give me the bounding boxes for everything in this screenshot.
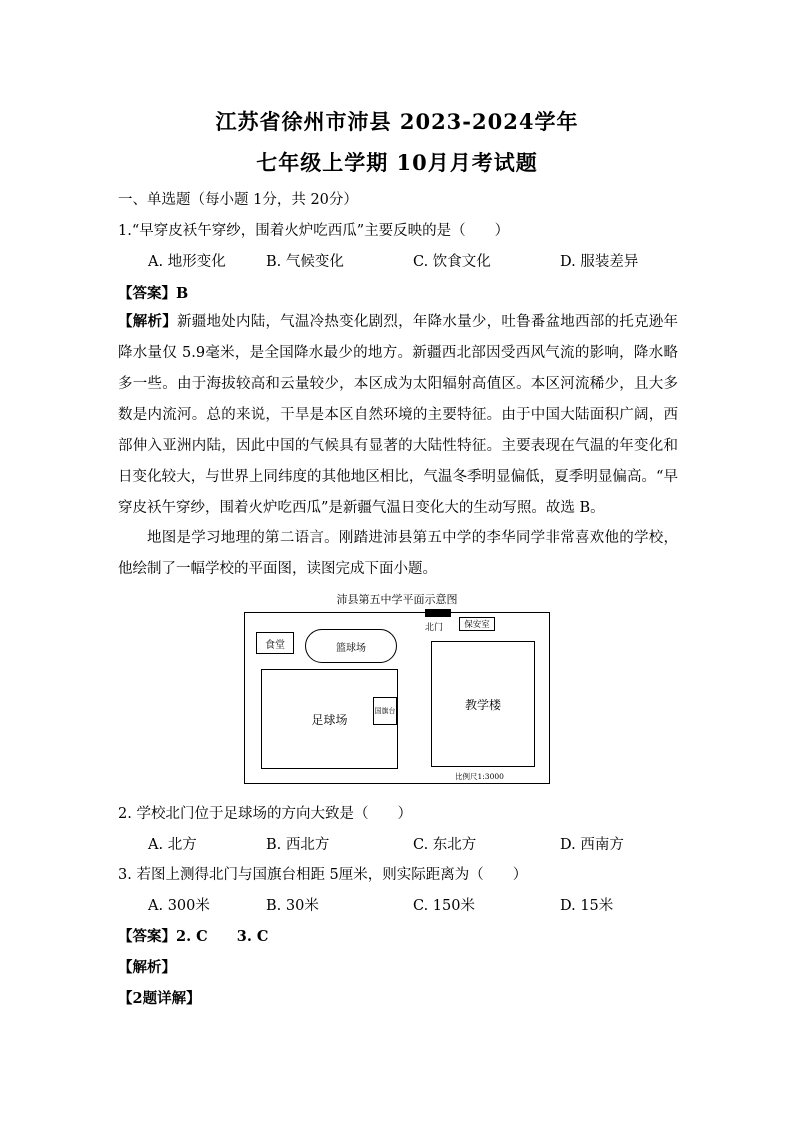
q1-option-b: B. 气候变化 (266, 254, 344, 270)
map-scale: 比例尺1:3000 (455, 772, 504, 781)
map-caption: 沛县第五中学平面示意图 (336, 593, 458, 606)
q2-detail-heading: 【2题详解】 (118, 990, 201, 1007)
canteen: 食堂 (256, 632, 294, 654)
football-field: 足球场 (261, 669, 398, 769)
analysis-label: 【解析】 (118, 313, 177, 330)
section-heading: 一、单选题（每小题 1分，共 20分） (118, 192, 358, 208)
analysis-heading: 【解析】 (118, 959, 176, 976)
north-gate-marker (425, 609, 451, 617)
answer-2-3: 【答案】2. C 3. C (118, 928, 269, 945)
school-map (244, 612, 550, 784)
q3-option-b: B. 30米 (266, 898, 319, 914)
q2-option-c: C. 东北方 (413, 837, 477, 853)
q2-option-b: B. 西北方 (266, 837, 330, 853)
title-line-1: 江苏省徐州市沛县 2023-2024学年 (215, 109, 579, 134)
title-line-2: 七年级上学期 10月月考试题 (256, 150, 538, 175)
question-2-stem: 2. 学校北门位于足球场的方向大致是（ ） (118, 806, 412, 822)
q3-option-a: A. 300米 (148, 898, 210, 914)
q1-option-d: D. 服装差异 (560, 254, 639, 270)
teaching-building: 教学楼 (431, 641, 535, 767)
question-3-stem: 3. 若图上测得北门与国旗台相距 5厘米，则实际距离为（ ） (118, 867, 528, 883)
basketball-court: 篮球场 (305, 629, 397, 663)
analysis-text: 新疆地处内陆，气温冷热变化剧烈，年降水量少，吐鲁番盆地西部的托克逊年降水量仅 5.9毫米，是全国降水最少的地方。新疆西北部因受西风气流的影响，降水略多一些。由于海拔较高和云量较少，本区成为太阳辐射高值区。本区河流稀少，且大多数是内流河。总的来说，干旱是本区自然环境的主要特征。由于中国大陆面积广阔，西部伸入亚洲内陆，因此中国的气候具有显著的大陆性特征。主要表现在气温的年变化和日变化较大，与世界上同纬度的其他地区相比，气温冬季明显偏低，夏季明显偏高。“早穿皮袄午穿纱，围着火炉吃西瓜”是新疆气温日变化大的生动写照。故选 B。 (118, 314, 679, 516)
q3-option-d: D. 15米 (560, 898, 614, 914)
q1-option-c: C. 饮食文化 (413, 254, 491, 270)
q1-analysis (118, 306, 678, 524)
q1-option-a: A. 地形变化 (148, 254, 226, 270)
q1-answer: 【答案】B (118, 285, 189, 302)
security-room: 保安室 (459, 617, 495, 631)
q2-option-a: A. 北方 (148, 837, 197, 853)
flag-platform: 国旗台 (373, 697, 397, 725)
intro-paragraph: 地图是学习地理的第二语言。刚踏进沛县第五中学的李华同学非常喜欢他的学校，他绘制了一幅学校的平面图，读图完成下面小题。 (118, 530, 678, 577)
q2-option-d: D. 西南方 (560, 837, 624, 853)
north-gate-label: 北门 (425, 623, 444, 633)
q3-option-c: C. 150米 (413, 898, 475, 914)
question-1-stem: 1.“早穿皮袄午穿纱，围着火炉吃西瓜”主要反映的是（ ） (118, 223, 510, 239)
